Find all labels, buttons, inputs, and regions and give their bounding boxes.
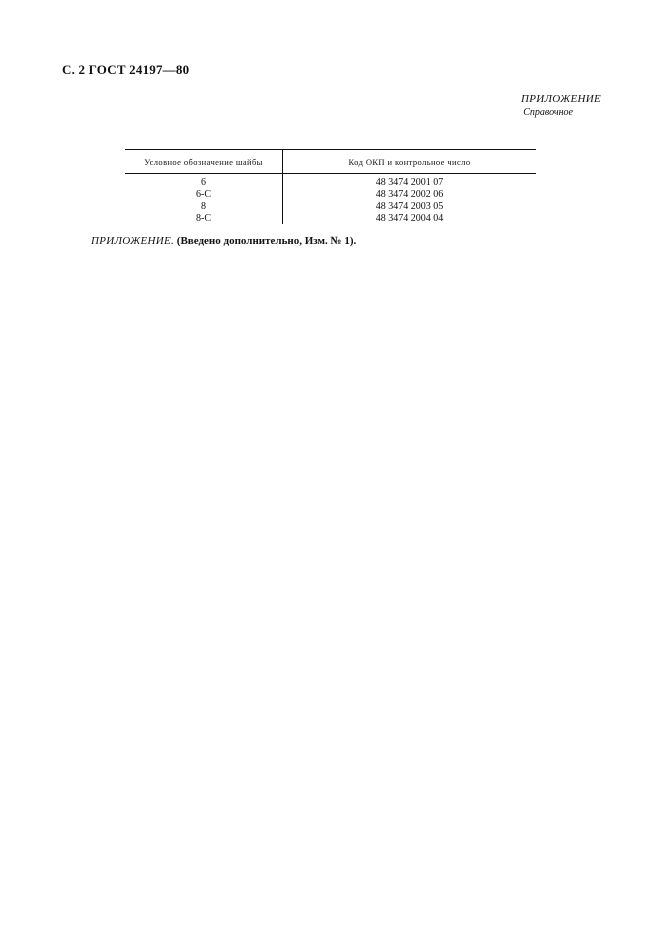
- table-row: [125, 174, 536, 189]
- appendix-subtitle: Справочное: [523, 107, 573, 118]
- note-label: ПРИЛОЖЕНИЕ.: [91, 235, 175, 247]
- amendment-note: [91, 235, 356, 247]
- table-header-row: [125, 150, 536, 174]
- washer-designation-cell: 8-С: [125, 212, 283, 224]
- table-row: [125, 188, 536, 200]
- table-row: [125, 212, 536, 224]
- column-header-okp-code: Код ОКП и контрольное число: [283, 150, 537, 174]
- page-header: С. 2 ГОСТ 24197—80: [62, 62, 190, 77]
- appendix-title: ПРИЛОЖЕНИЕ: [521, 93, 601, 105]
- column-header-designation: Условное обозначение шайбы: [125, 150, 283, 174]
- washer-designation-cell: 6-С: [125, 188, 283, 200]
- note-text: (Введено дополнительно, Изм. № 1).: [176, 235, 357, 247]
- table-row: [125, 200, 536, 212]
- okp-code-cell: 48 3474 2003 05: [375, 200, 444, 212]
- washer-designation-cell: 8: [125, 200, 283, 212]
- table-body: [125, 174, 536, 225]
- okp-code-cell: 48 3474 2001 07: [375, 176, 444, 188]
- okp-code-cell: 48 3474 2004 04: [375, 212, 444, 224]
- okp-code-cell: 48 3474 2002 06: [375, 188, 444, 200]
- okp-code-table: [125, 149, 536, 224]
- washer-designation-cell: 6: [125, 174, 283, 189]
- table-header: [125, 150, 536, 174]
- appendix-heading: [521, 93, 601, 119]
